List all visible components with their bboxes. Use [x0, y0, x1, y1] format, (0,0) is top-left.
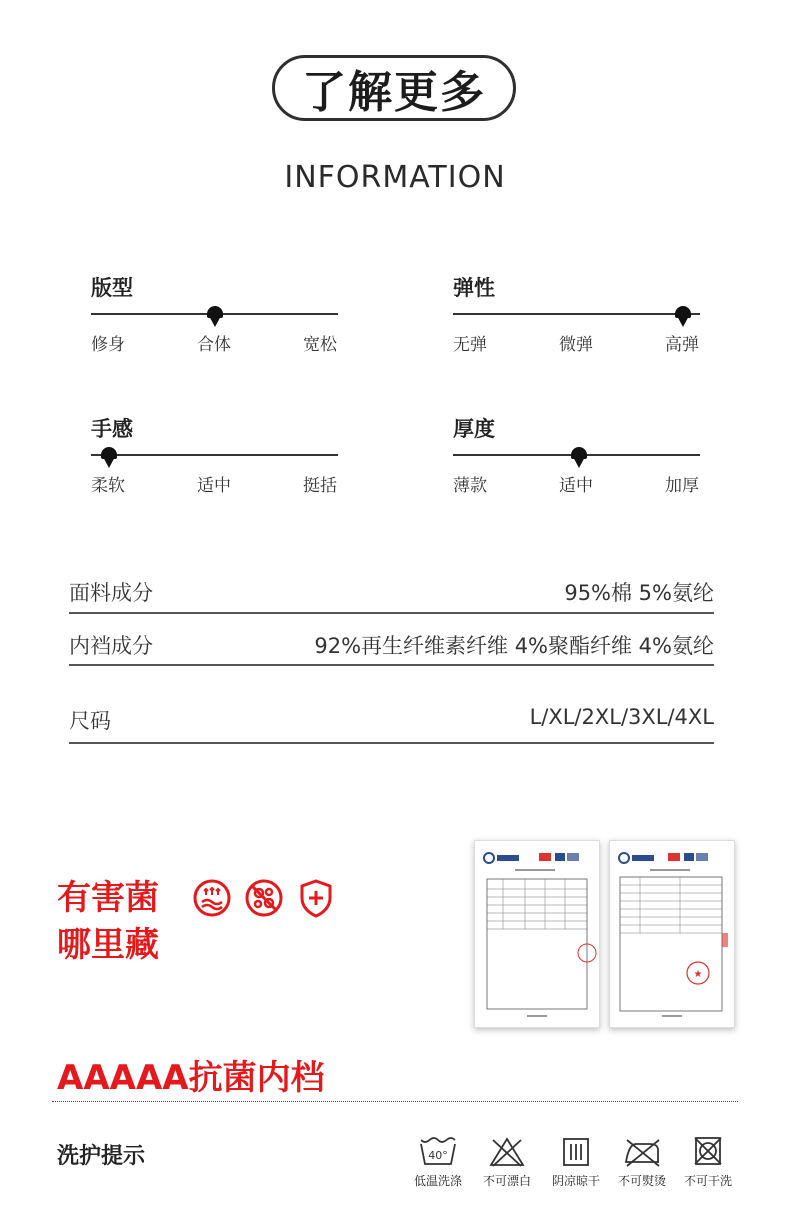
no-bleach-icon	[487, 1136, 527, 1168]
care-label: 阴凉晾干	[551, 1174, 600, 1188]
care-label: 不可漂白	[482, 1174, 531, 1188]
scale-label: 无弹	[453, 335, 487, 355]
scale-label: 柔软	[91, 476, 125, 496]
svg-text:★: ★	[693, 969, 703, 980]
care-label: 不可熨烫	[617, 1174, 666, 1188]
care-item-no-dryclean	[678, 1136, 738, 1189]
shade-dry-icon	[556, 1136, 596, 1168]
scale-label: 挺括	[303, 476, 337, 496]
scale-marker-thickness	[572, 455, 586, 468]
dotted-divider	[52, 1101, 738, 1102]
section-subtitle: INFORMATION	[284, 160, 506, 195]
attr-title-fit: 版型	[91, 276, 133, 300]
scale-line-elasticity	[453, 313, 700, 315]
no-dryclean-icon	[688, 1136, 728, 1168]
attr-title-feel: 手感	[91, 417, 133, 441]
care-label: 低温洗涤	[413, 1174, 462, 1188]
care-item-no-bleach	[477, 1136, 537, 1189]
info-label-fabric: 面料成分	[69, 581, 153, 605]
scale-label: 适中	[197, 476, 231, 496]
scale-label: 高弹	[665, 335, 699, 355]
scale-line-feel	[91, 454, 338, 456]
test-report-image-1	[474, 840, 600, 1028]
scale-label: 合体	[197, 335, 231, 355]
bacteria-wave-icon	[192, 878, 232, 918]
scale-label: 薄款	[453, 476, 487, 496]
scale-marker-elasticity	[676, 314, 690, 327]
care-label: 不可干洗	[683, 1174, 732, 1188]
shield-plus-icon	[296, 878, 336, 918]
scale-label: 微弹	[559, 335, 593, 355]
info-label-size: 尺码	[69, 709, 111, 733]
attr-title-thickness: 厚度	[453, 417, 495, 441]
care-item-shade-dry	[546, 1136, 606, 1189]
attr-title-elasticity: 弹性	[453, 276, 495, 300]
no-iron-icon	[622, 1136, 662, 1168]
wash-40-icon	[418, 1136, 458, 1168]
info-value-size: L/XL/2XL/3XL/4XL	[529, 705, 714, 729]
scale-label: 加厚	[665, 476, 699, 496]
scale-marker-fit	[208, 314, 222, 327]
care-item-low-temp-wash	[408, 1136, 468, 1189]
info-label-crotch: 内裆成分	[69, 634, 153, 658]
section-title-pill	[272, 55, 516, 121]
info-divider	[69, 742, 714, 744]
antibacterial-heading: AAAAA抗菌内档	[57, 1058, 325, 1098]
section-title: 了解更多	[302, 67, 486, 118]
wash-temp-label: 40°	[428, 1149, 448, 1162]
info-divider	[69, 664, 714, 666]
no-bacteria-icon	[244, 878, 284, 918]
scale-label: 适中	[559, 476, 593, 496]
info-value-crotch: 92%再生纤维素纤维 4%聚酯纤维 4%氨纶	[314, 634, 714, 658]
scale-label: 修身	[91, 335, 125, 355]
scale-label: 宽松	[303, 335, 337, 355]
test-report-image-2	[609, 840, 735, 1028]
care-item-no-iron	[612, 1136, 672, 1189]
info-value-fabric: 95%棉 5%氨纶	[564, 581, 714, 605]
info-divider	[69, 612, 714, 614]
scale-marker-feel	[102, 455, 116, 468]
care-title: 洗护提示	[57, 1144, 146, 1169]
antibacterial-line-1: 有害菌	[57, 878, 159, 918]
antibacterial-line-2: 哪里藏	[57, 925, 159, 965]
